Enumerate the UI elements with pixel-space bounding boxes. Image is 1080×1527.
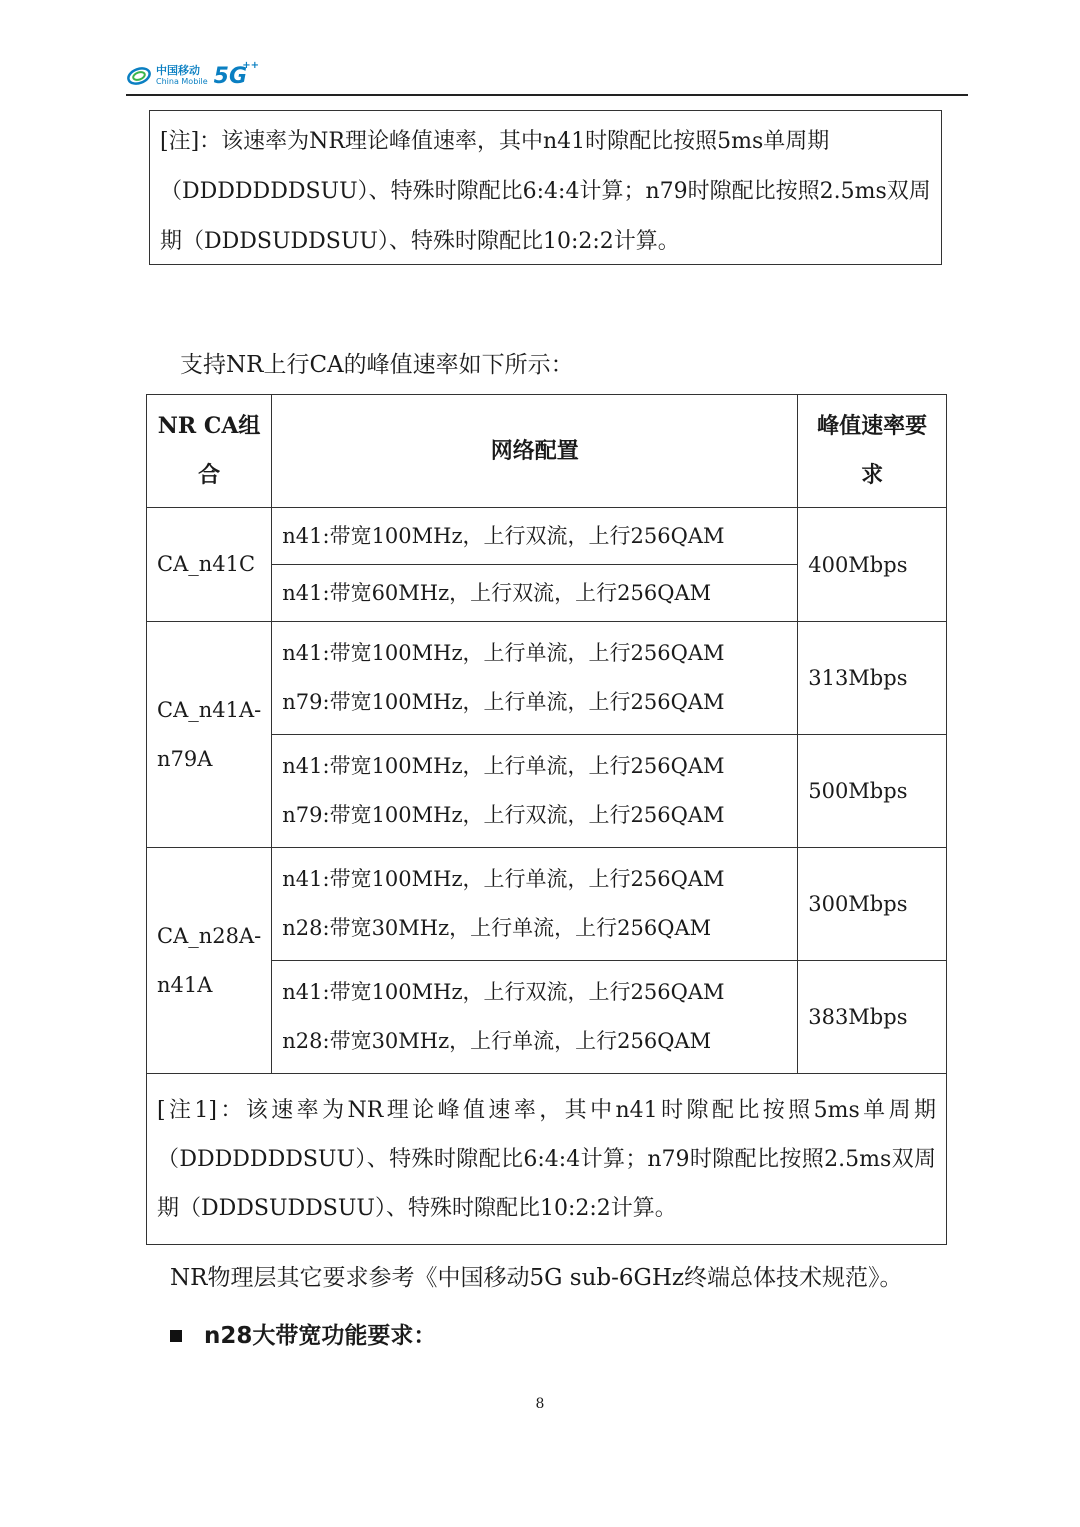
rate-cell: 400Mbps xyxy=(798,508,947,622)
config-line: n41:带宽100MHz，上行双流，上行256QAM xyxy=(282,523,725,548)
intro-text: 支持NR上行CA的峰值速率如下所示： xyxy=(180,352,574,378)
config-cell xyxy=(272,961,798,1074)
section-heading-text: n28大带宽功能要求： xyxy=(204,1323,437,1349)
logo-en: China Mobile xyxy=(156,77,208,86)
square-bullet-icon xyxy=(170,1330,182,1342)
table-row xyxy=(147,848,947,961)
china-mobile-logo xyxy=(126,59,260,92)
top-note-text: [注]：该速率为NR理论峰值速率，其中n41时隙配比按照5ms单周期（DDDDDDDSUU）、特殊时隙配比6:4:4计算；n79时隙配比按照2.5ms双周期（DDDSUDDSUU）、特殊时隙配比10:2:2计算。 xyxy=(160,129,931,254)
config-line: n41:带宽100MHz，上行单流，上行256QAM xyxy=(282,867,725,891)
config-line: n79:带宽100MHz，上行单流，上行256QAM xyxy=(282,690,725,714)
logo-5g xyxy=(213,59,260,89)
combo-cell: CA_n41C xyxy=(147,508,272,622)
table-header-row xyxy=(147,395,947,508)
reference-text: NR物理层其它要求参考《中国移动5G sub-6GHz终端总体技术规范》。 xyxy=(170,1265,903,1291)
rate-cell: 313Mbps xyxy=(798,622,947,735)
config-line: n28:带宽30MHz，上行单流，上行256QAM xyxy=(282,916,712,940)
config-cell xyxy=(272,735,798,848)
header-config: 网络配置 xyxy=(272,395,798,508)
config-line: n41:带宽100MHz，上行单流，上行256QAM xyxy=(282,641,725,665)
config-line: n41:带宽60MHz，上行双流，上行256QAM xyxy=(282,580,712,605)
top-note-box xyxy=(149,110,942,265)
header-combo: NR CA组合 xyxy=(147,395,272,508)
rate-cell: 300Mbps xyxy=(798,848,947,961)
combo-cell: CA_n41A-n79A xyxy=(147,622,272,848)
china-mobile-swirl-icon xyxy=(126,63,152,89)
config-line: n41:带宽100MHz，上行单流，上行256QAM xyxy=(282,754,725,778)
config-line: n41:带宽100MHz，上行双流，上行256QAM xyxy=(282,980,725,1004)
config-cell xyxy=(272,848,798,961)
table-row xyxy=(147,622,947,735)
config-line: n28:带宽30MHz，上行单流，上行256QAM xyxy=(282,1029,712,1053)
logo-plus: ++ xyxy=(242,59,260,71)
page-header xyxy=(126,58,968,96)
rate-cell: 500Mbps xyxy=(798,735,947,848)
table-row xyxy=(147,508,947,565)
table-note-row xyxy=(147,1074,947,1245)
config-cell xyxy=(272,622,798,735)
header-rate: 峰值速率要求 xyxy=(798,395,947,508)
logo-text xyxy=(156,65,208,87)
config-cell xyxy=(272,565,798,622)
page-number: 8 xyxy=(535,1396,545,1412)
config-line: n79:带宽100MHz，上行双流，上行256QAM xyxy=(282,803,725,827)
combo-cell: CA_n28A-n41A xyxy=(147,848,272,1074)
rate-cell: 383Mbps xyxy=(798,961,947,1074)
ca-peak-rate-table xyxy=(146,394,947,1245)
logo-5g-text: 5G xyxy=(213,63,248,89)
table-note: [注1]：该速率为NR理论峰值速率，其中n41时隙配比按照5ms单周期（DDDDDDDSUU）、特殊时隙配比6:4:4计算；n79时隙配比按照2.5ms双周期（DDDSUDDSUU）、特殊时隙配比10:2:2计算。 xyxy=(147,1074,947,1245)
logo-cn: 中国移动 xyxy=(156,64,200,77)
section-heading xyxy=(170,1316,436,1356)
config-cell xyxy=(272,508,798,565)
